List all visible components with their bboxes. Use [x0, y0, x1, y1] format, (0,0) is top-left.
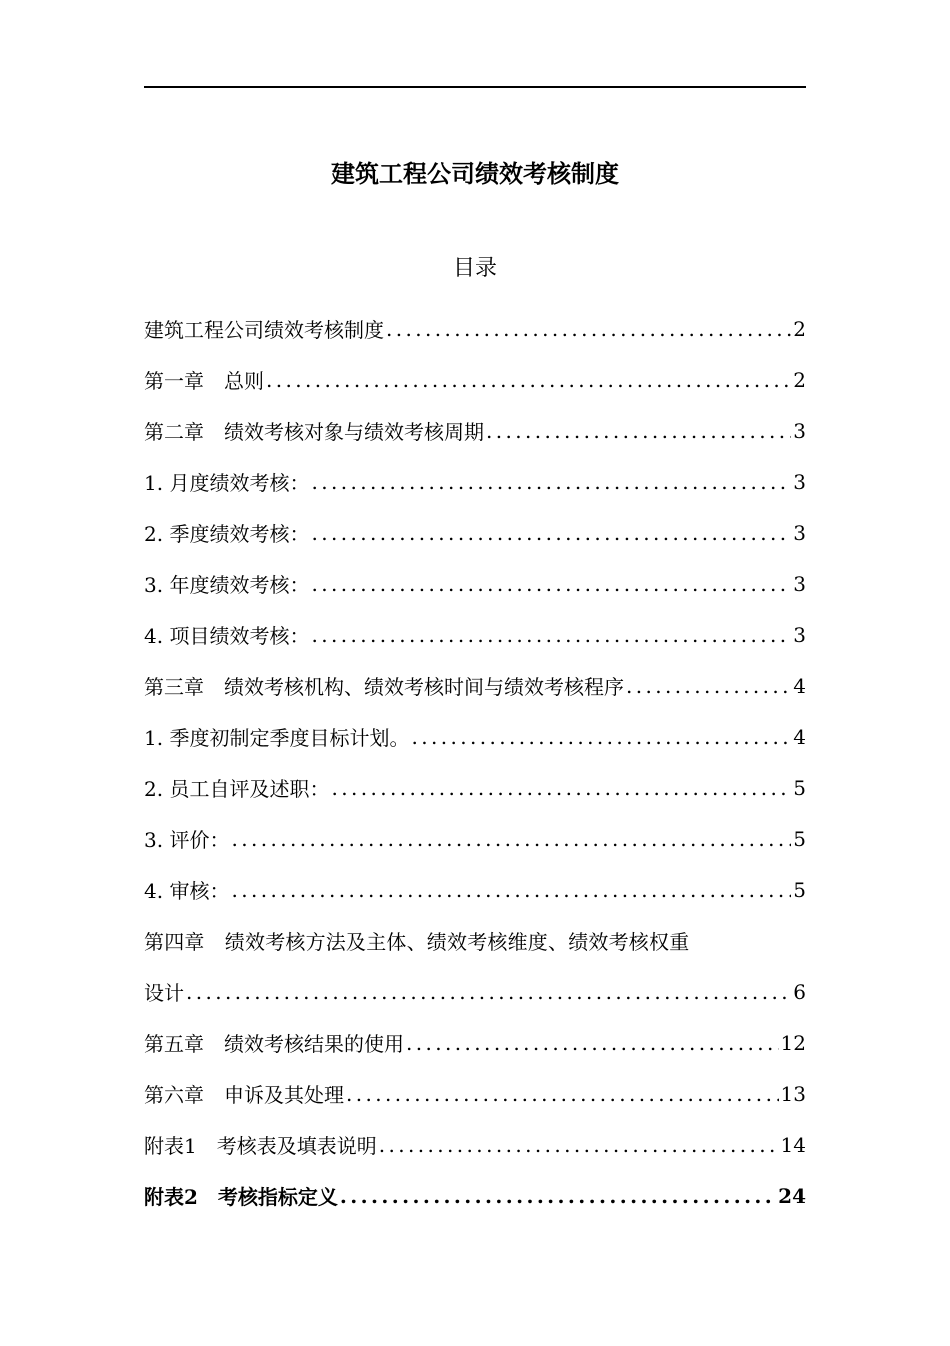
toc-entry-label: 第三章 绩效考核机构、绩效考核时间与绩效考核程序	[144, 675, 624, 699]
toc-entry-label: 第四章 绩效考核方法及主体、绩效考核维度、绩效考核权重	[144, 930, 690, 954]
toc-heading: 目录	[452, 256, 497, 281]
toc-entry-label: 建筑工程公司绩效考核制度	[144, 318, 384, 342]
toc-entry[interactable]	[144, 507, 806, 558]
toc-entry-page: 5	[793, 826, 806, 851]
toc-entry-label-continuation: 设计	[144, 981, 184, 1005]
toc-leader-dots	[411, 725, 791, 749]
toc-entry[interactable]	[144, 456, 806, 507]
toc-entry[interactable]	[144, 762, 806, 813]
toc-entry-page: 12	[780, 1030, 806, 1055]
toc-entry-page: 2	[793, 367, 806, 392]
toc-leader-dots	[379, 1133, 779, 1157]
toc-entry-page: 3	[793, 622, 806, 647]
toc-entry-page: 24	[778, 1183, 806, 1208]
toc-entry[interactable]	[144, 1068, 806, 1119]
toc-leader-dots	[406, 1031, 779, 1055]
toc-entry[interactable]	[144, 660, 806, 711]
table-of-contents	[144, 303, 806, 1221]
header-rule	[144, 86, 806, 88]
toc-entry[interactable]	[144, 813, 806, 864]
toc-entry-label: 1. 季度初制定季度目标计划。	[144, 726, 410, 750]
toc-entry[interactable]	[144, 1170, 806, 1221]
toc-leader-dots	[346, 1082, 779, 1106]
toc-entry-page: 2	[793, 316, 806, 341]
toc-leader-dots	[311, 470, 791, 494]
toc-leader-dots	[186, 980, 791, 1004]
toc-entry-label: 第一章 总则	[144, 369, 264, 393]
toc-entry-continuation[interactable]	[144, 966, 806, 1017]
toc-entry[interactable]	[144, 609, 806, 660]
toc-entry-label: 3. 年度绩效考核：	[144, 573, 310, 597]
toc-entry-page: 4	[793, 673, 806, 698]
toc-entry-label: 2. 季度绩效考核：	[144, 522, 310, 546]
toc-leader-dots	[311, 623, 791, 647]
toc-entry-label: 3. 评价：	[144, 828, 230, 852]
toc-entry[interactable]	[144, 405, 806, 456]
toc-entry[interactable]	[144, 915, 806, 966]
toc-leader-dots	[311, 572, 791, 596]
toc-leader-dots	[626, 674, 791, 698]
toc-entry[interactable]	[144, 864, 806, 915]
toc-entry-label: 第五章 绩效考核结果的使用	[144, 1032, 404, 1056]
toc-entry-page: 5	[793, 877, 806, 902]
toc-entry-page: 3	[793, 469, 806, 494]
toc-entry-label: 附表1 考核表及填表说明	[144, 1134, 377, 1158]
toc-leader-dots	[486, 419, 791, 443]
toc-entry-page: 3	[793, 520, 806, 545]
toc-leader-dots	[231, 878, 791, 902]
toc-entry[interactable]	[144, 711, 806, 762]
toc-entry-page: 3	[793, 418, 806, 443]
toc-entry-label: 4. 项目绩效考核：	[144, 624, 310, 648]
toc-entry-page: 13	[780, 1081, 806, 1106]
toc-entry-label: 4. 审核：	[144, 879, 230, 903]
toc-entry-label: 附表2 考核指标定义	[144, 1185, 338, 1209]
toc-leader-dots	[386, 317, 791, 341]
toc-leader-dots	[311, 521, 791, 545]
toc-entry-page: 14	[780, 1132, 806, 1157]
toc-entry-page: 3	[793, 571, 806, 596]
toc-entry-page: 6	[793, 979, 806, 1004]
toc-entry[interactable]	[144, 1017, 806, 1068]
document-title: 建筑工程公司绩效考核制度	[331, 160, 619, 188]
toc-entry-page: 4	[793, 724, 806, 749]
toc-entry-label: 2. 员工自评及述职：	[144, 777, 330, 801]
toc-leader-dots	[231, 827, 791, 851]
toc-entry-label: 1. 月度绩效考核：	[144, 471, 310, 495]
toc-entry-label: 第二章 绩效考核对象与绩效考核周期	[144, 420, 484, 444]
toc-entry[interactable]	[144, 303, 806, 354]
toc-entry-page: 5	[793, 775, 806, 800]
toc-entry-label: 第六章 申诉及其处理	[144, 1083, 344, 1107]
toc-entry[interactable]	[144, 558, 806, 609]
toc-leader-dots	[331, 776, 791, 800]
toc-leader-dots	[340, 1184, 776, 1208]
toc-entry[interactable]	[144, 354, 806, 405]
toc-leader-dots	[266, 368, 791, 392]
toc-entry[interactable]	[144, 1119, 806, 1170]
